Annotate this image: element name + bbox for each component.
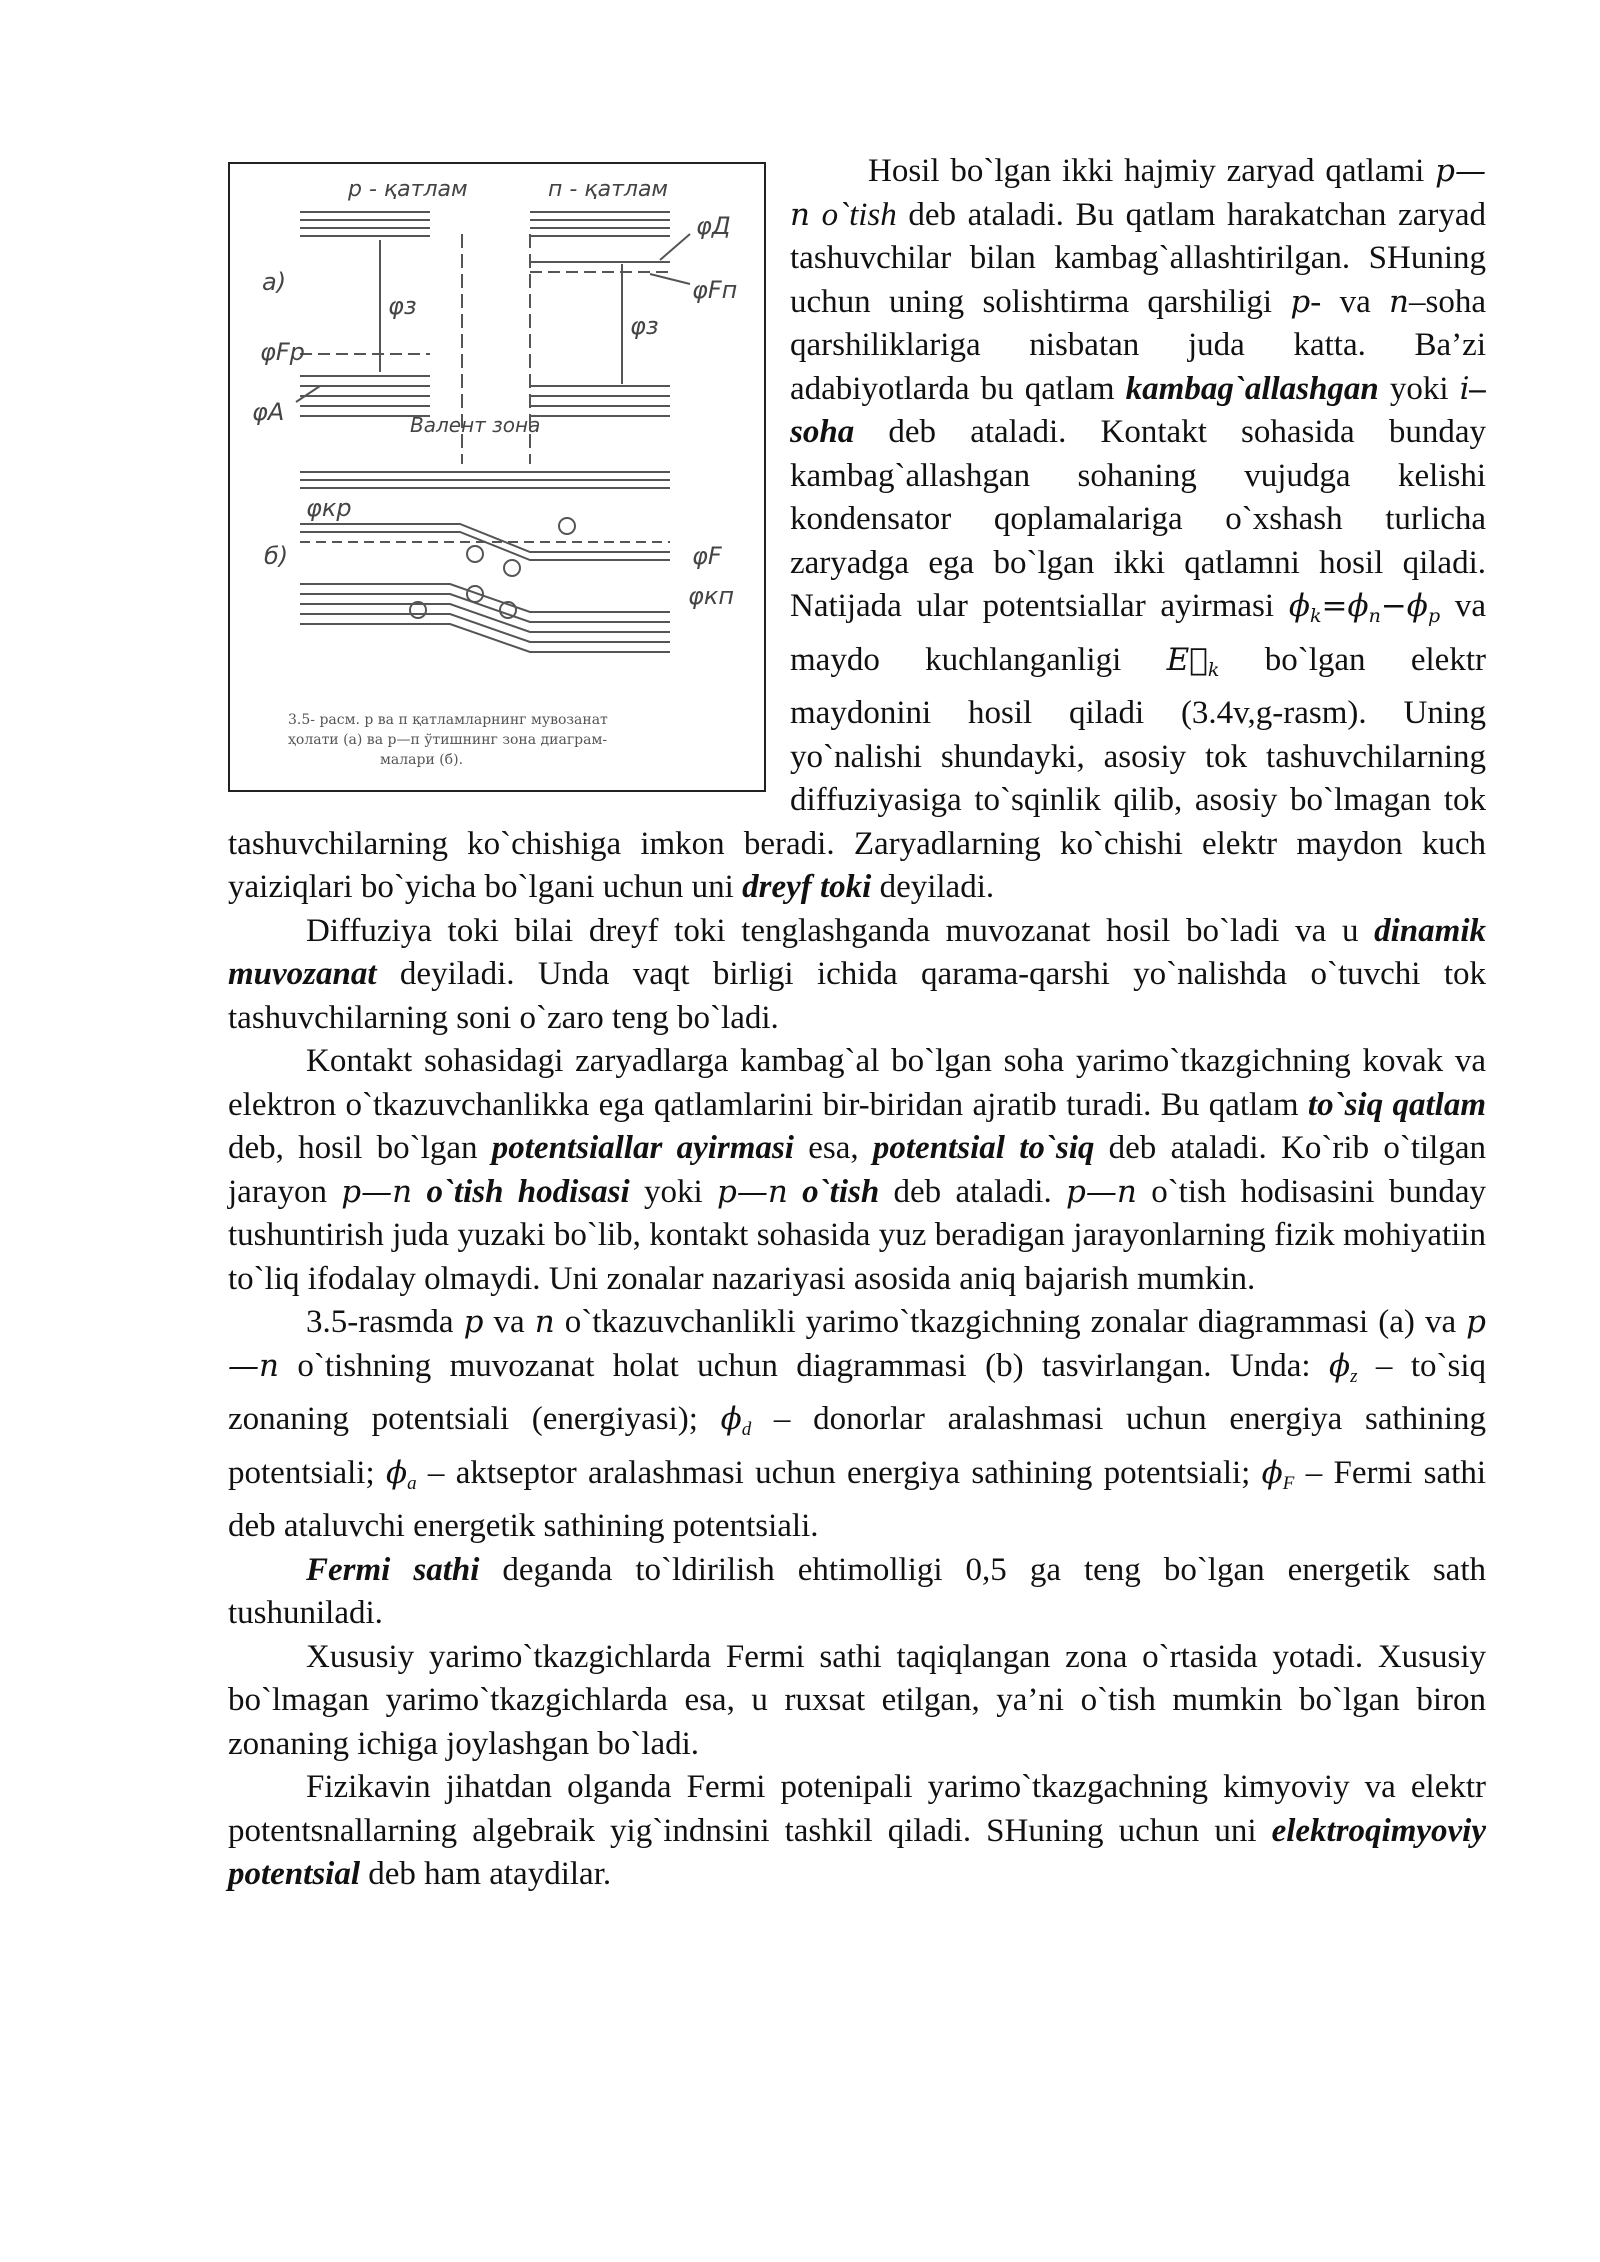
paragraph-6: Xususiy yarimo`tkazgichlarda Fermi sathi taqiqlangan zona o`rtasida yotadi. Xususiy bo`lmagan yarimo`tkazgichlarda esa, u ruxsat etilgan, ya’ni o`tish mumkin bo`lgan biron zonaning ichiga joylashgan bo`ladi. (228, 1638, 1486, 1762)
label-phi-kn: φкп (688, 582, 735, 610)
label-phi-kr: φкр (306, 494, 352, 522)
formula-potential-difference: $\phi_k=\phi_n-\phi_p$ (1288, 588, 1441, 627)
label-phi-a: φА (252, 398, 285, 426)
label-b: б) (264, 542, 289, 570)
figure-caption-line1: 3.5- расм. р ва п қатламларнинг мувозанат (288, 712, 608, 728)
label-phi-f: φF (692, 542, 722, 570)
formula-field-strength: $E⃗_k$ (1166, 641, 1220, 681)
label-a: а) (262, 268, 287, 296)
band-diagram-figure (228, 162, 766, 792)
label-phi-d: φД (696, 212, 731, 240)
label-phi-z2: φз (630, 312, 659, 340)
paragraph-2: Diffuziya toki bilai dreyf toki tenglashganda muvozanat hosil bo`ladi va u dinamik muvozanat deyiladi. Unda vaqt birligi ichida qarama-qarshi yo`nalishda o`tuvchi tok tashuvchilarning soni o`zaro teng bo`ladi. (228, 912, 1486, 1036)
label-p-layer: р - қатлам (348, 177, 468, 202)
figure-caption-line2: ҳолати (а) ва р—п ўтишнинг зона диаграм- (288, 732, 608, 748)
label-n-layer: п - қатлам (548, 177, 669, 202)
page-content (228, 150, 1486, 1897)
band-diagram-svg (230, 164, 764, 790)
label-valent-zone: Валент зона (410, 413, 541, 437)
label-phi-fp: φFр (260, 338, 305, 366)
label-phi-z1: φз (388, 292, 417, 320)
figure-caption-line3: малари (б). (380, 752, 464, 768)
paragraph-7: Fizikavin jihatdan olganda Fermi potenipali yarimo`tkazgachning kimyoviy va elektr potentsnallarning algebraik yig`indnsini tashkil qiladi. SHuning uchun uni elektroqimyoviy potentsial deb ham ataydilar. (228, 1769, 1486, 1892)
paragraph-3: Kontakt sohasidagi zaryadlarga kambag`al bo`lgan soha yarimo`tkazgichning kovak va elektron o`tkazuvchanlikka ega qatlamlarini bir-biridan ajratib turadi. Bu qatlam to`siq qatlam deb, hosil bo`lgan potentsiallar ayirmasi esa, potentsial to`siq deb ataladi. Ko`rib o`tilgan jarayon p—n o`tish hodisasi yoki p—n o`tish deb ataladi. p—n o`tish hodisasini bunday tushuntirish juda yuzaki bo`lib, kontakt sohasida yuz beradigan jarayonlarning fizik mohiyatiin to`liq ifodalay olmaydi. Uni zonalar nazariyasi asosida aniq bajarish mumkin. (228, 1043, 1487, 1297)
label-phi-fn: φFп (692, 276, 738, 304)
paragraph-1: Hosil bo`lgan ikki hajmiy zaryad qatlami p—n o`tish deb ataladi. Bu qatlam harakatchan zaryad tashuvchilar bilan kambag`allashtirilgan. SHuning uchun uning solishtirma qarshiligi p- va n–soha qarshiliklariga nisbatan juda katta. Ba’zi adabiyotlarda bu qatlam kambag`allashgan yoki i–soha deb ataladi. Kontakt sohasida bunday kambag`allashgan sohaning vujudga kelishi kondensator qoplamalariga o`xshash turlicha zaryadga ega bo`lgan ikki qatlamni hosil qiladi. Natijada ular potentsiallar ayirmasi $\phi_k=\phi_n-\phi_p$ va maydo kuchlanganligi $E⃗_k$ bo`lgan elektr maydonini hosil qiladi (3.4v,g-rasm). Uning yo`nalishi shundayki, asosiy tok tashuvchilarning diffuziyasiga to`sqinlik qilib, asosiy bo`lmagan tok tashuvchilarning ko`chishiga imkon beradi. Zaryadlarning ko`chishi elektr maydon kuch yaiziqlari bo`yicha bo`lgani uchun uni dreyf toki deyiladi. (228, 153, 1487, 905)
paragraph-4: 3.5-rasmda p va n o`tkazuvchanlikli yarimo`tkazgichning zonalar diagrammasi (a) va p—n o`tishning muvozanat holat uchun diagrammasi (b) tasvirlangan. Unda: $\phi_z$ – to`siq zonaning potentsiali (energiyasi); $\phi_d$ – donorlar aralashmasi uchun energiya sathining potentsiali; $\phi_a$ – aktseptor aralashmasi uchun energiya sathining potentsiali; $\phi_F$ – Fermi sathi deb ataluvchi energetik sathining potentsiali. (228, 1304, 1486, 1544)
paragraph-5: Fermi sathi deganda to`ldirilish ehtimolligi 0,5 ga teng bo`lgan energetik sath tushuniladi. (228, 1551, 1486, 1631)
